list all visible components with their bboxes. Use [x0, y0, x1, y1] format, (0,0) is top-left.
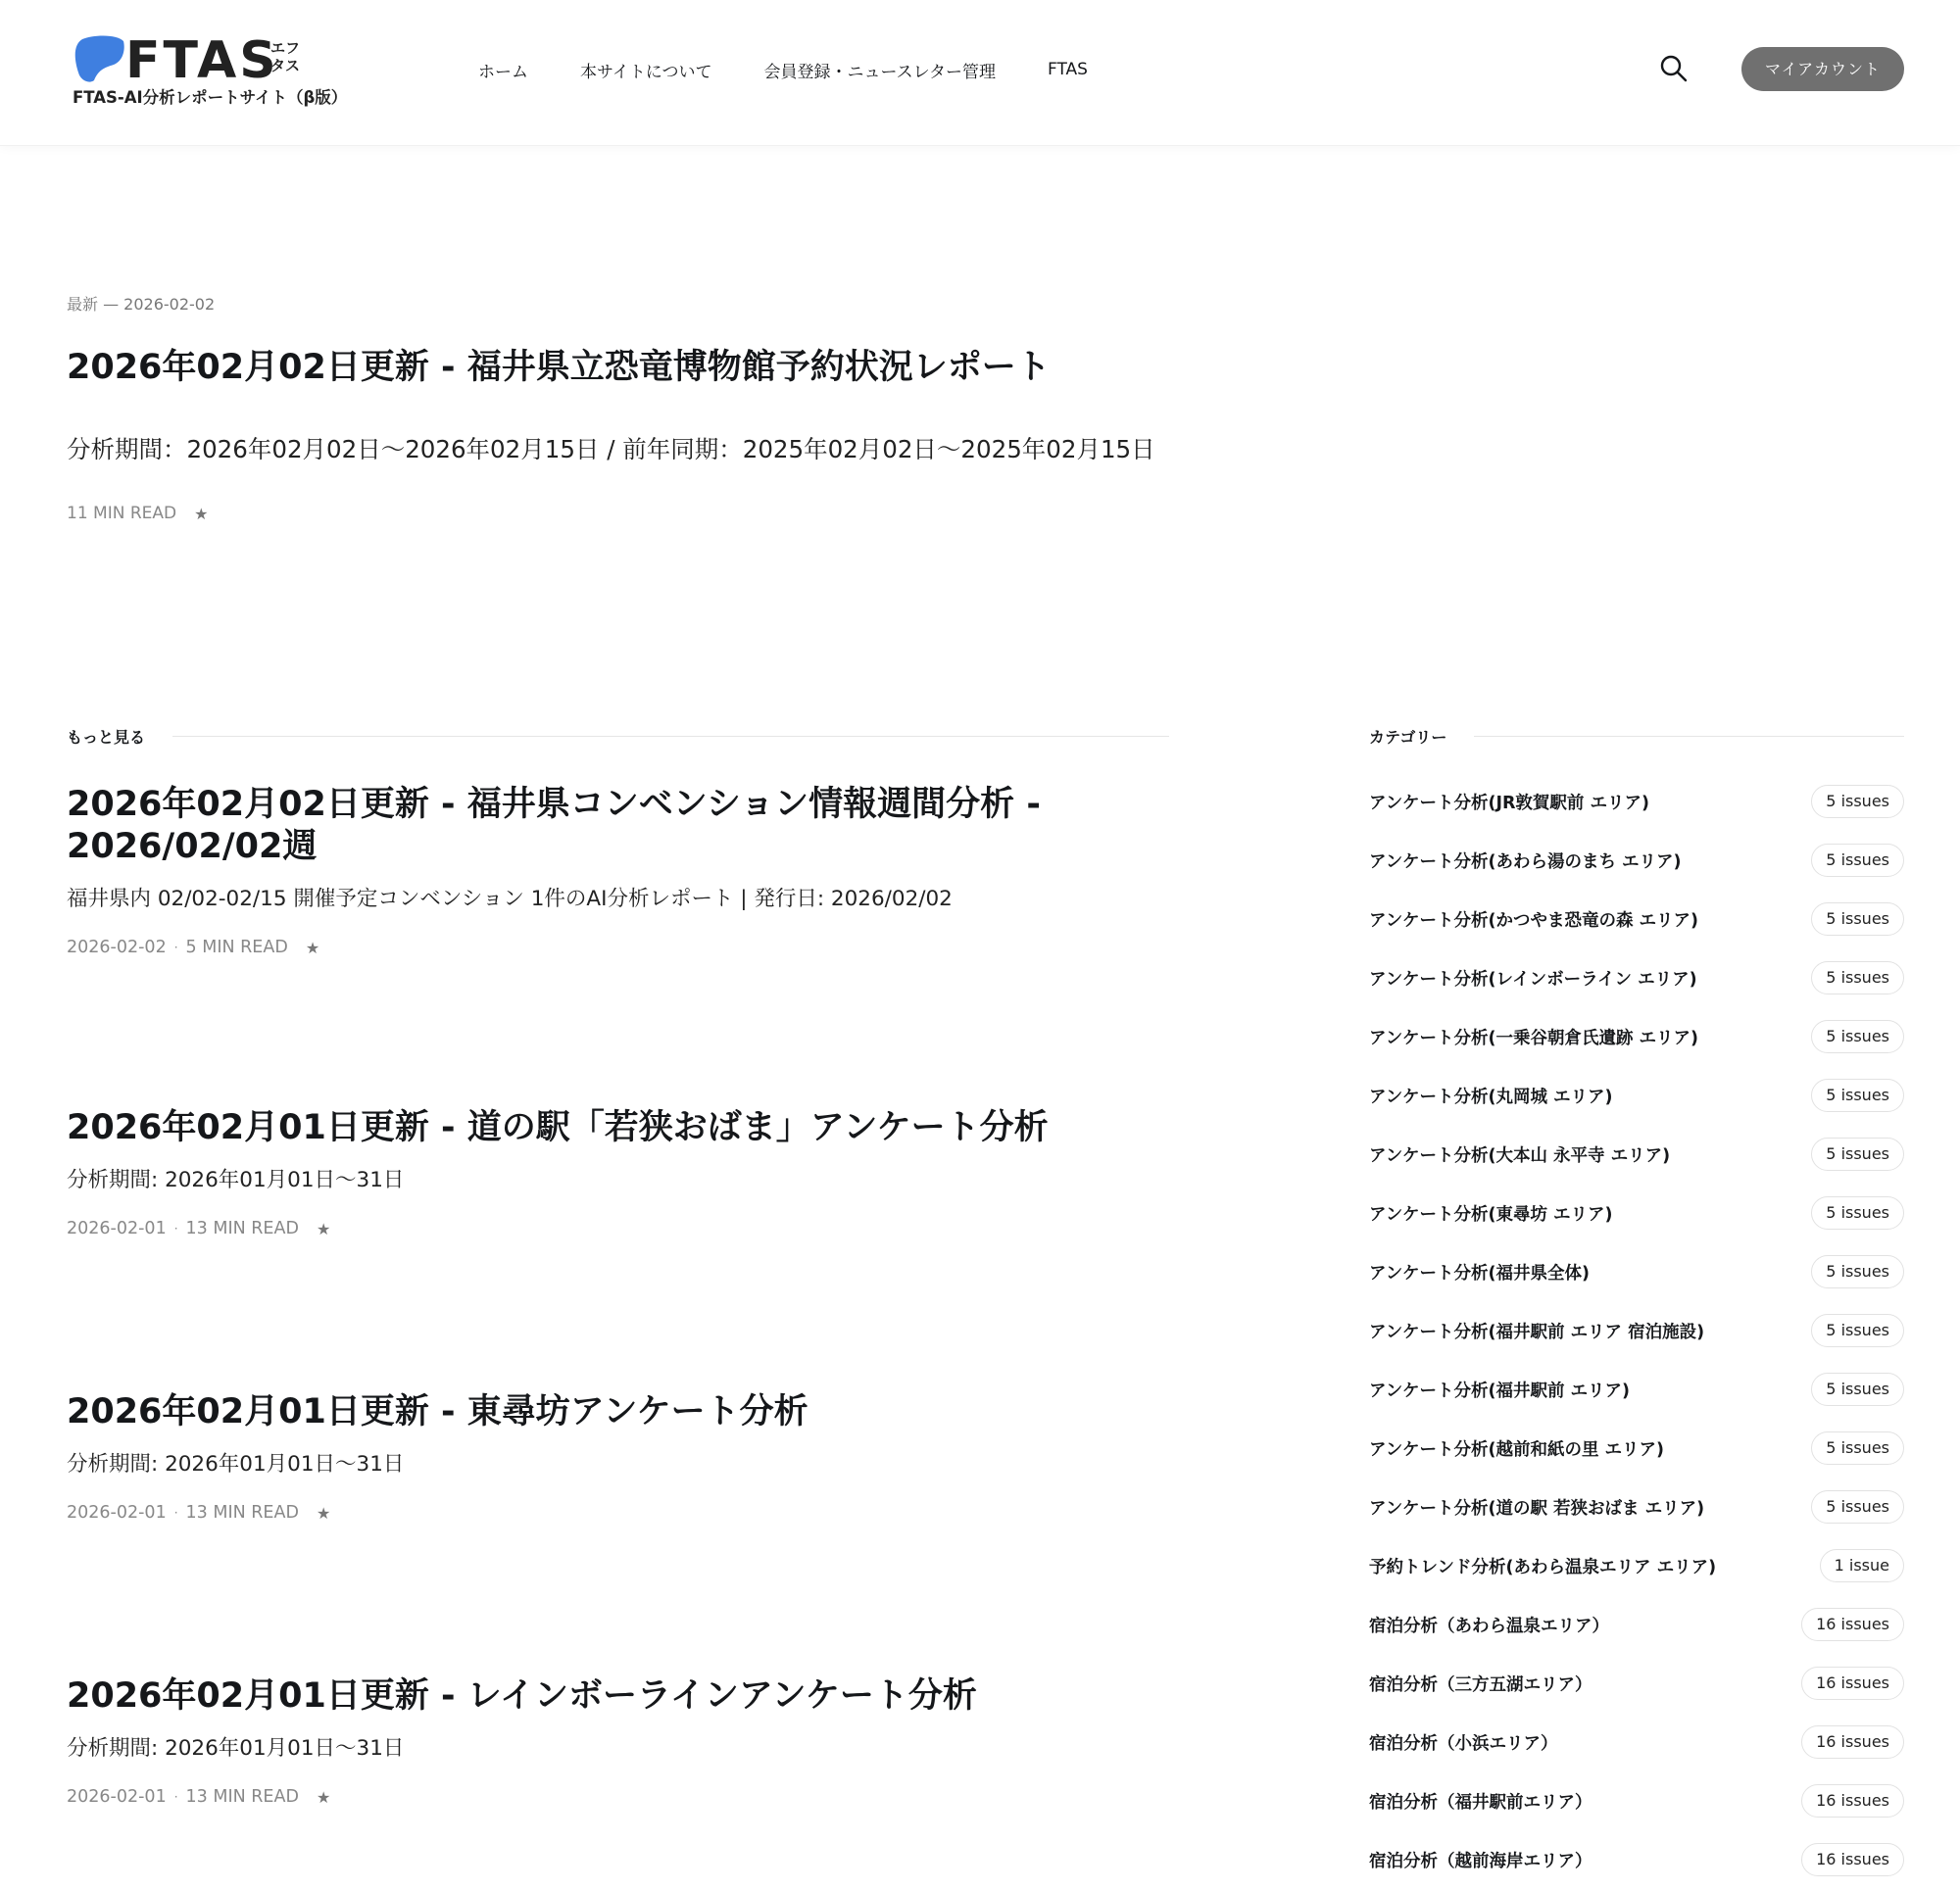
category-count-badge: 5 issues [1811, 1196, 1904, 1230]
category-name: アンケート分析(道の駅 若狭おばま エリア) [1369, 1498, 1705, 1519]
star-icon: ★ [305, 938, 320, 957]
star-icon: ★ [316, 1503, 331, 1523]
nav-home[interactable]: ホーム [478, 62, 528, 82]
category-name: アンケート分析(東尋坊 エリア) [1369, 1204, 1613, 1225]
post-excerpt: 分析期間: 2026年01月01日〜31日 [67, 1168, 405, 1192]
star-icon: ★ [316, 1219, 331, 1238]
category-item[interactable] [1369, 1007, 1904, 1066]
post-title[interactable] [67, 784, 1174, 868]
star-icon: ★ [316, 1787, 331, 1807]
category-name: アンケート分析(JR敦賀駅前 エリア) [1369, 793, 1650, 813]
meta-separator: · [173, 1790, 178, 1804]
category-name: 宿泊分析（越前海岸エリア） [1369, 1851, 1592, 1871]
category-name: アンケート分析(福井駅前 エリア 宿泊施設) [1369, 1322, 1705, 1342]
category-heading [1369, 725, 1904, 748]
featured-excerpt: 分析期間：2026年02月02日〜2026年02月15日 / 前年同期：2025年02月02日〜2025年02月15日 [67, 435, 1155, 463]
post-title[interactable]: 2026年02月01日更新 - レインボーラインアンケート分析 [67, 1676, 977, 1716]
post-card [67, 1391, 1174, 1523]
category-name: 予約トレンド分析(あわら温泉エリア エリア) [1369, 1557, 1717, 1577]
logo-wordmark: FTAS [125, 31, 279, 90]
category-name: 宿泊分析（福井駅前エリア） [1369, 1792, 1592, 1813]
category-heading-label: カテゴリー [1369, 728, 1447, 747]
category-name: アンケート分析(丸岡城 エリア) [1369, 1087, 1613, 1107]
post-card [67, 784, 1174, 957]
category-name: アンケート分析(福井県全体) [1369, 1263, 1590, 1284]
post-date: 2026-02-02 [67, 938, 167, 957]
nav-membership[interactable]: 会員登録・ニュースレター管理 [763, 62, 996, 82]
category-count-badge: 5 issues [1811, 1490, 1904, 1524]
meta-separator: · [173, 941, 178, 954]
site-logo[interactable] [73, 29, 357, 114]
site-header [0, 0, 1960, 146]
category-count-badge: 16 issues [1801, 1843, 1904, 1876]
category-count-badge: 5 issues [1811, 1079, 1904, 1112]
category-count-badge: 16 issues [1801, 1667, 1904, 1700]
category-name: 宿泊分析（小浜エリア） [1369, 1733, 1558, 1754]
search-button[interactable] [1658, 53, 1690, 84]
category-count-badge: 5 issues [1811, 961, 1904, 994]
feed-heading-rule [172, 736, 1169, 737]
category-item[interactable] [1369, 1301, 1904, 1360]
category-item[interactable] [1369, 1184, 1904, 1242]
nav-about[interactable]: 本サイトについて [580, 62, 712, 82]
feed-heading-label: もっと見る [67, 728, 146, 747]
post-date: 2026-02-01 [67, 1787, 167, 1807]
post-meta [67, 1219, 1174, 1238]
post-meta [67, 1787, 1174, 1807]
post-title-line: 2026/02/02週 [67, 827, 318, 866]
post-card [67, 1107, 1174, 1238]
category-item[interactable] [1369, 1536, 1904, 1595]
post-excerpt: 福井県内 02/02-02/15 開催予定コンベンション 1件のAI分析レポート | 発行日: 2026/02/02 [67, 887, 953, 911]
post-title[interactable]: 2026年02月01日更新 - 道の駅「若狭おばま」アンケート分析 [67, 1108, 1049, 1147]
featured-title[interactable]: 2026年02月02日更新 - 福井県立恐竜博物館予約状況レポート [67, 348, 1051, 387]
category-name: アンケート分析(一乗谷朝倉氏遺跡 エリア) [1369, 1028, 1699, 1048]
post-read-time: 13 MIN READ [185, 1503, 299, 1523]
category-name: アンケート分析(あわら湯のまち エリア) [1369, 851, 1682, 872]
category-name: 宿泊分析（三方五湖エリア） [1369, 1674, 1592, 1695]
category-count-badge: 5 issues [1811, 1314, 1904, 1347]
category-item[interactable] [1369, 831, 1904, 890]
post-excerpt: 分析期間: 2026年01月01日〜31日 [67, 1736, 405, 1761]
post-title-line: 2026年02月02日更新 - 福井県コンベンション情報週間分析 - [67, 785, 1041, 824]
category-count-badge: 5 issues [1811, 785, 1904, 818]
logo-kana-top: エフ [270, 39, 301, 57]
post-read-time: 13 MIN READ [185, 1787, 299, 1807]
category-count-badge: 16 issues [1801, 1725, 1904, 1759]
category-item[interactable] [1369, 948, 1904, 1007]
category-name: アンケート分析(大本山 永平寺 エリア) [1369, 1145, 1671, 1166]
category-count-badge: 16 issues [1801, 1784, 1904, 1818]
category-count-badge: 1 issue [1820, 1549, 1904, 1582]
category-count-badge: 5 issues [1811, 1138, 1904, 1171]
category-count-badge: 16 issues [1801, 1608, 1904, 1641]
meta-separator: · [173, 1506, 178, 1520]
post-read-time: 13 MIN READ [185, 1219, 299, 1238]
post-card [67, 1675, 1174, 1807]
logo-mark-icon [74, 35, 125, 84]
featured-read-time: 11 MIN READ [67, 504, 177, 523]
category-item[interactable] [1369, 890, 1904, 948]
post-date: 2026-02-01 [67, 1503, 167, 1523]
category-item[interactable] [1369, 1419, 1904, 1478]
category-count-badge: 5 issues [1811, 844, 1904, 877]
category-name: アンケート分析(かつやま恐竜の森 エリア) [1369, 910, 1699, 931]
post-excerpt: 分析期間: 2026年01月01日〜31日 [67, 1452, 405, 1477]
category-name: アンケート分析(福井駅前 エリア) [1369, 1381, 1631, 1401]
category-count-badge: 5 issues [1811, 1373, 1904, 1406]
category-count-badge: 5 issues [1811, 1255, 1904, 1288]
category-count-badge: 5 issues [1811, 1020, 1904, 1053]
category-count-badge: 5 issues [1811, 902, 1904, 936]
meta-separator: · [173, 1222, 178, 1236]
category-name: 宿泊分析（あわら温泉エリア） [1369, 1616, 1609, 1636]
category-item[interactable] [1369, 1713, 1904, 1771]
category-item[interactable] [1369, 1066, 1904, 1125]
post-date: 2026-02-01 [67, 1219, 167, 1238]
search-icon [1658, 53, 1690, 84]
featured-meta [67, 504, 208, 523]
category-item[interactable] [1369, 1242, 1904, 1301]
category-item[interactable] [1369, 1478, 1904, 1536]
featured-kicker: 最新 — 2026-02-02 [67, 295, 216, 314]
logo-kana [270, 39, 310, 74]
category-name: アンケート分析(越前和紙の里 エリア) [1369, 1439, 1665, 1460]
category-item[interactable] [1369, 1771, 1904, 1830]
post-meta [67, 938, 1174, 957]
star-icon: ★ [194, 504, 209, 523]
post-read-time: 5 MIN READ [185, 938, 288, 957]
category-item[interactable] [1369, 1830, 1904, 1889]
category-item[interactable] [1369, 1360, 1904, 1419]
post-meta [67, 1503, 1174, 1523]
category-item[interactable] [1369, 772, 1904, 831]
nav-ftas[interactable]: FTAS [1047, 60, 1088, 79]
category-count-badge: 5 issues [1811, 1431, 1904, 1465]
feed-heading [67, 725, 1169, 748]
category-item[interactable] [1369, 1595, 1904, 1654]
featured-post [67, 292, 1341, 523]
category-heading-rule [1474, 736, 1904, 737]
category-item[interactable] [1369, 1654, 1904, 1713]
my-account-button[interactable]: マイアカウント [1741, 47, 1904, 91]
post-title[interactable]: 2026年02月01日更新 - 東尋坊アンケート分析 [67, 1392, 808, 1431]
category-item[interactable] [1369, 1125, 1904, 1184]
logo-subtitle: FTAS-AI分析レポートサイト（β版） [73, 88, 348, 107]
category-list [1369, 772, 1904, 1889]
main-nav [478, 55, 1140, 84]
category-name: アンケート分析(レインボーライン エリア) [1369, 969, 1697, 990]
logo-kana-bottom: タス [270, 57, 301, 74]
